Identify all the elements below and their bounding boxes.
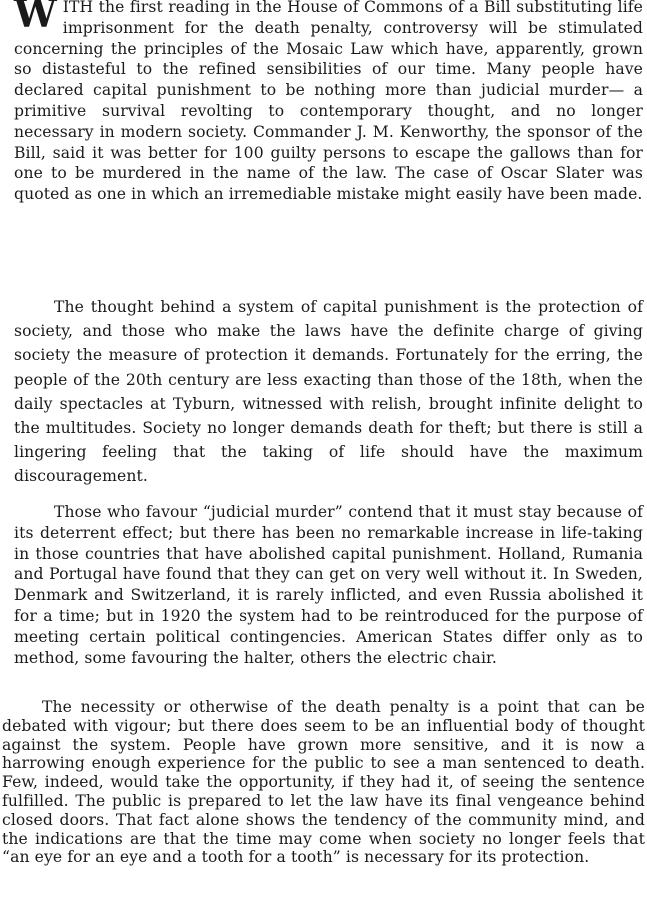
paragraph-1-text: ITH the first reading in the House of Commons of a Bill substituting life imprisonment for the death penalty, controversy will be stimulated concerning the principles of the Mosaic Law which have, apparently, grown so distasteful to the refined sensibilities of our time. Many people have declared capital punishment to be nothing more than judicial murder— a primitive survival revolting to contemporary thought, and no longer necessary in modern society. Commander J. M. Kenworthy, the sponsor of the Bill, said it was better for 100 guilty persons to escape the gallows than for one to be murdered in the name of the law. The case of Oscar Slater was quoted as one in which an irremediable mistake might easily have been made.	[14, 0, 643, 204]
article-paragraph-1	[14, 0, 643, 205]
drop-cap: W	[14, 0, 57, 36]
article-paragraph-4: The necessity or otherwise of the death penalty is a point that can be debated with vigour; but there does seem to be an influential body of thought against the system. People have grown more sensitive, and it is now a harrowing enough experience for the public to see a man sentenced to death. Few, indeed, would take the opportunity, if they had it, of seeing the sentence fulfilled. The public is prepared to let the law have its final vengeance behind closed doors. That fact alone shows the tendency of the community mind, and the indications are that the time may come when society no longer feels that “an eye for an eye and a tooth for a tooth” is necessary for its protection.	[2, 698, 645, 867]
article-paragraph-3: Those who favour “judicial murder” contend that it must stay because of its deterrent effect; but there has been no remarkable increase in life-taking in those countries that have abolished capital punishment. Holland, Rumania and Portugal have found that they can get on very well without it. In Sweden, Denmark and Switzerland, it is rarely inflicted, and even Russia abolished it for a time; but in 1920 the system had to be reintroduced for the purpose of meeting certain political contingencies. American States differ only as to method, some favouring the halter, others the electric chair.	[14, 503, 643, 667]
article-paragraph-2: The thought behind a system of capital punishment is the protection of society, and those who make the laws have the definite charge of giving society the measure of protection it demands. Fortunately for the erring, the people of the 20th century are less exacting than those of the 18th, when the daily spectacles at Tyburn, witnessed with relish, brought infinite delight to the multitudes. Society no longer demands death for theft; but there is still a lingering feeling that the taking of life should have the maximum discouragement.	[14, 298, 643, 486]
